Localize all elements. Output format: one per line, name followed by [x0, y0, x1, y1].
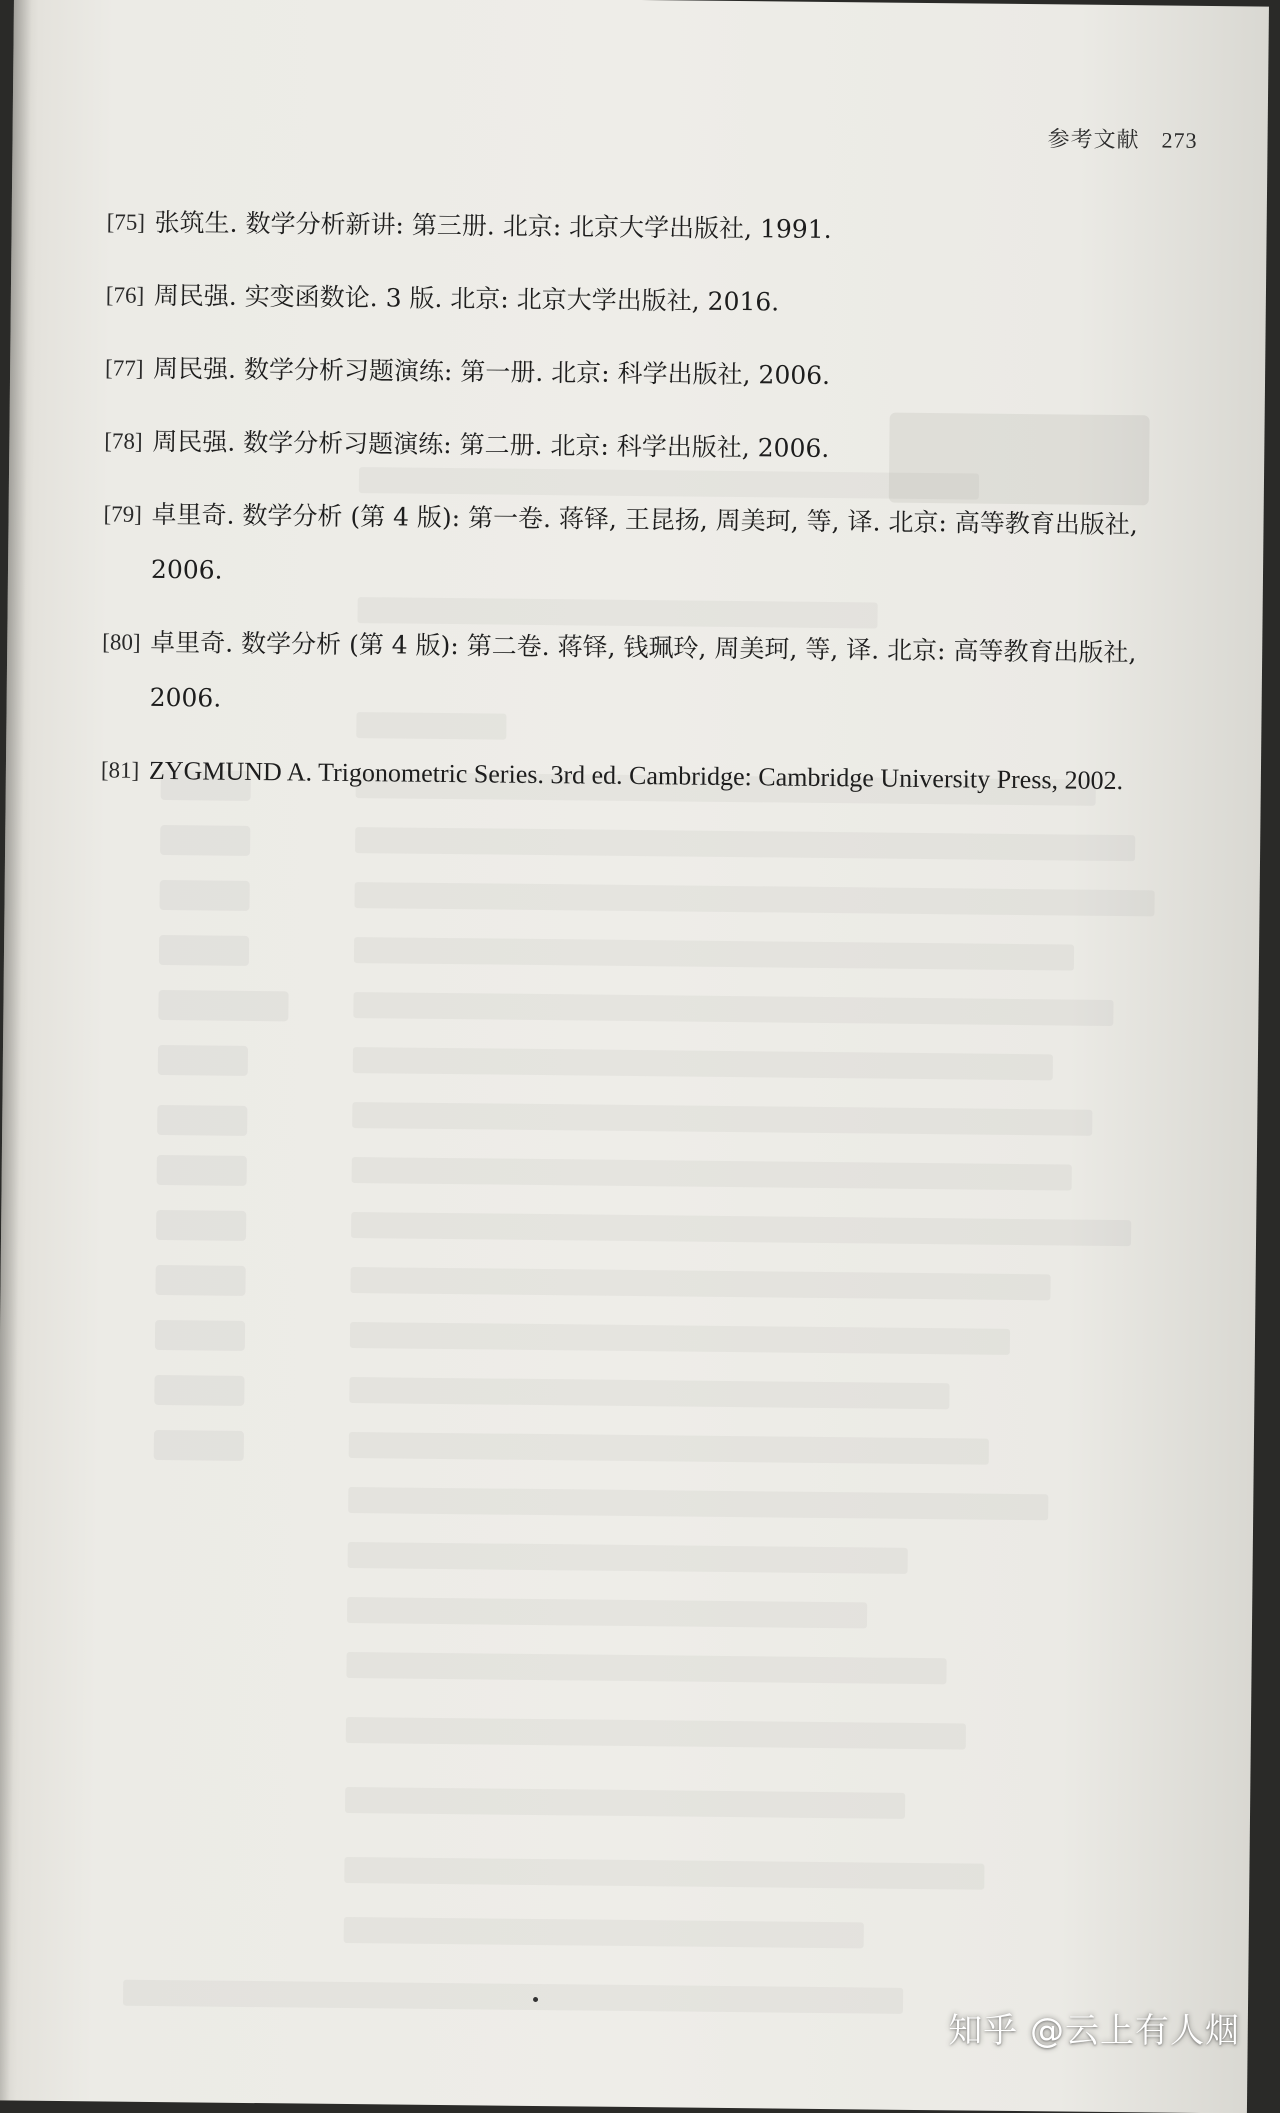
reference-item — [104, 413, 1165, 479]
page-mark — [533, 1997, 538, 2002]
bleed-through-line — [348, 1542, 908, 1574]
bleed-through-line — [345, 1787, 905, 1819]
bleed-through-line — [353, 992, 1113, 1026]
bleed-through-line — [350, 1322, 1010, 1355]
bleed-through-line — [354, 882, 1154, 916]
bleed-through-line — [354, 937, 1074, 971]
bleed-through-line — [351, 1212, 1131, 1246]
reference-text: 周民强. 实变函数论. 3 版. 北京: 北京大学出版社, 2016. — [153, 280, 780, 317]
bleed-through-line — [344, 1857, 984, 1890]
reference-number: [79] — [103, 501, 143, 527]
reference-item — [101, 742, 1162, 808]
bleed-through-line — [344, 1917, 864, 1948]
bleed-through-line — [347, 1597, 867, 1628]
reference-number: [75] — [106, 209, 146, 235]
running-header — [1047, 122, 1197, 155]
bleed-through-symbol — [158, 1045, 248, 1076]
reference-text: 卓里奇. 数学分析 (第 4 版): 第一卷. 蒋铎, 王昆扬, 周美珂, 等, 译. 北京: 高等教育出版社, 2006. — [150, 499, 1138, 585]
reference-number: [76] — [105, 282, 145, 308]
bleed-through-line — [352, 1102, 1092, 1136]
bleed-through-line — [355, 827, 1135, 861]
bleed-through-symbol — [160, 825, 250, 856]
bleed-through-symbol — [155, 1265, 245, 1296]
bleed-through-symbol — [154, 1430, 244, 1461]
spine-shadow — [0, 0, 32, 2101]
bleed-through-symbol — [157, 1155, 247, 1186]
bleed-through-symbol — [156, 1210, 246, 1241]
bleed-through-symbol — [159, 880, 249, 911]
bleed-through-line — [349, 1432, 989, 1465]
bleed-through-symbol — [154, 1375, 244, 1406]
bleed-through-line — [349, 1377, 949, 1409]
reference-text: 张筑生. 数学分析新讲: 第三册. 北京: 北京大学出版社, 1991. — [154, 207, 832, 245]
reference-text: 卓里奇. 数学分析 (第 4 版): 第二卷. 蒋铎, 钱珮玲, 周美珂, 等, 译. 北京: 高等教育出版社, 2006. — [149, 627, 1137, 713]
reference-list — [100, 194, 1166, 826]
reference-text: ZYGMUND A. Trigonometric Series. 3rd ed. Cambridge: Cambridge University Press, 2002. — [148, 755, 1124, 796]
bleed-through-symbol — [158, 990, 288, 1021]
reference-item — [106, 194, 1167, 260]
reference-number: [81] — [100, 757, 140, 783]
bleed-through-symbol — [159, 935, 249, 966]
bleed-through-line — [352, 1157, 1072, 1191]
bleed-through-symbol — [157, 1105, 247, 1136]
bleed-through-symbol — [155, 1320, 245, 1351]
page-number: 273 — [1161, 127, 1198, 153]
reference-item — [103, 486, 1164, 607]
reference-item — [105, 340, 1166, 406]
bleed-through-line — [353, 1047, 1053, 1080]
reference-item — [101, 614, 1162, 735]
reference-item — [106, 267, 1167, 333]
reference-number: [77] — [104, 355, 144, 381]
bleed-through-line — [346, 1652, 946, 1684]
watermark: 知乎 @云上有人烟 — [948, 2011, 1240, 2051]
reference-text: 周民强. 数学分析习题演练: 第一册. 北京: 科学出版社, 2006. — [152, 353, 831, 390]
bleed-through-line — [123, 1980, 903, 2014]
reference-number: [80] — [102, 629, 141, 655]
reference-text: 周民强. 数学分析习题演练: 第二册. 北京: 科学出版社, 2006. — [152, 426, 830, 463]
reference-number: [78] — [104, 428, 143, 454]
bleed-through-line — [346, 1717, 966, 1749]
header-title: 参考文献 — [1047, 127, 1140, 154]
bleed-through-line — [350, 1267, 1050, 1300]
bleed-through-line — [348, 1487, 1048, 1520]
